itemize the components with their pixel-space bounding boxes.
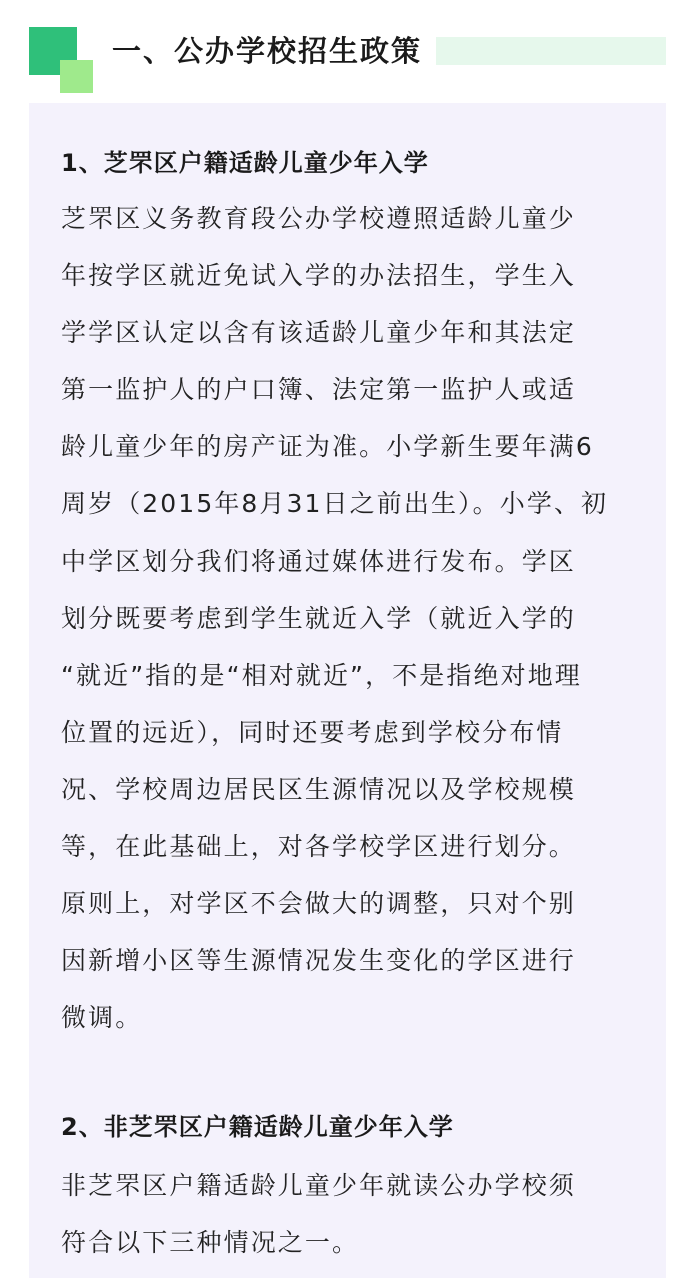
body-line: 第一监护人的户口簿、法定第一监护人或适 xyxy=(61,375,576,405)
body-line: 微调。 xyxy=(61,1003,143,1033)
body-line: 芝罘区义务教育段公办学校遵照适龄儿童少 xyxy=(61,204,576,233)
body-line: 周岁（2015年8月31日之前出生）。小学、初 xyxy=(61,489,609,519)
body-line: 划分既要考虑到学生就近入学（就近入学的 xyxy=(61,603,576,633)
subsection-heading-1: 1、芝罘区户籍适龄儿童少年入学 xyxy=(61,149,429,177)
accent-square-light xyxy=(60,60,93,93)
body-line: 中学区划分我们将通过媒体进行发布。学区 xyxy=(61,546,576,576)
title-decoration-bar xyxy=(436,37,666,65)
body-line: 况、学校周边居民区生源情况以及学校规模 xyxy=(61,774,576,804)
subsection-body-2 xyxy=(61,1157,661,1271)
body-line: 位置的远近），同时还要考虑到学校分布情 xyxy=(61,717,564,747)
subsection-body-1 xyxy=(61,190,661,1046)
section-header xyxy=(0,0,694,100)
subsection-heading-2: 2、非芝罘区户籍适龄儿童少年入学 xyxy=(61,1113,454,1141)
section-title: 一、公办学校招生政策 xyxy=(112,34,423,68)
body-line: 因新增小区等生源情况发生变化的学区进行 xyxy=(61,946,576,976)
body-line: 等，在此基础上，对各学校学区进行划分。 xyxy=(61,832,576,862)
body-line: 龄儿童少年的房产证为准。小学新生要年满6 xyxy=(61,432,594,462)
body-line: 原则上，对学区不会做大的调整，只对个别 xyxy=(61,889,576,919)
body-line: “就近”指的是“相对就近”，不是指绝对地理 xyxy=(61,660,582,690)
body-line: 非芝罘区户籍适龄儿童少年就读公办学校须 xyxy=(61,1171,576,1200)
body-line: 学学区认定以含有该适龄儿童少年和其法定 xyxy=(61,318,576,348)
body-line: 符合以下三种情况之一。 xyxy=(61,1228,360,1258)
body-line: 年按学区就近免试入学的办法招生，学生入 xyxy=(61,261,576,291)
